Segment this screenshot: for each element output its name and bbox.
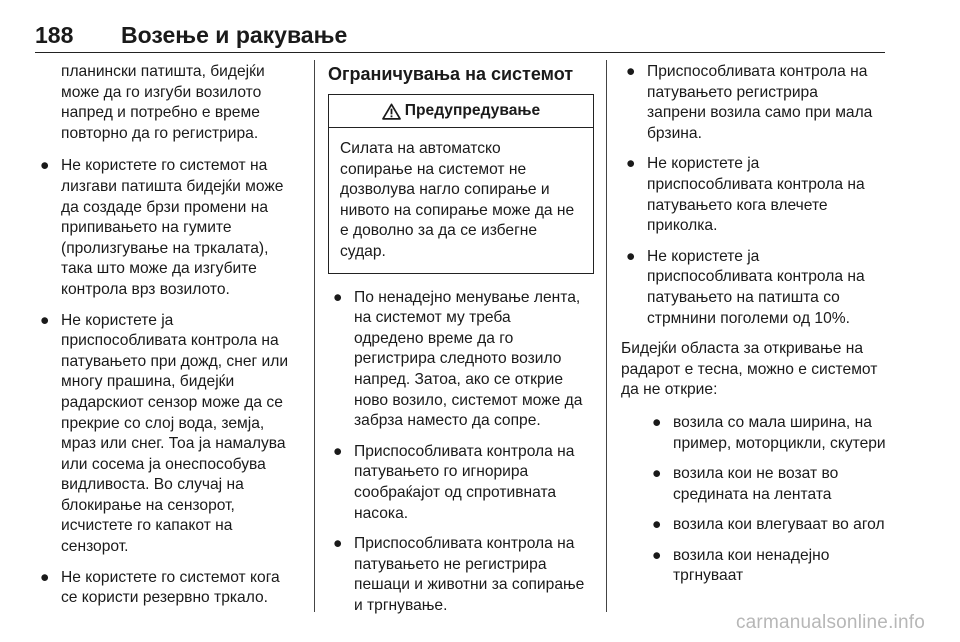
bullet-icon: ● [652, 413, 662, 431]
bullet-icon: ● [333, 442, 343, 460]
column-3 [621, 62, 889, 597]
bullet-icon: ● [40, 311, 50, 329]
page-header [35, 20, 885, 53]
bullet-icon: ● [652, 465, 662, 483]
column-2 [328, 62, 594, 626]
bullet-icon: ● [333, 535, 343, 553]
bullet-icon: ● [40, 157, 50, 175]
column-divider-1 [314, 60, 315, 612]
list-item [328, 442, 594, 524]
watermark: carmanualsonline.info [735, 612, 925, 633]
list-item-text: Приспособливата контрола на патувањето го игнорира сообраќајот од спротивната насока. [354, 442, 575, 522]
list-item [35, 311, 307, 558]
list-item [328, 534, 594, 616]
list-item-text: По ненадејно менување лента, на системот му треба одредено време да го регистрира следното возило напред. Затоа, ако се открие ново возило, системот може да забрза наместо да сопре. [354, 288, 583, 430]
warning-header [329, 95, 593, 128]
list-item-text: возила со мала ширина, на пример, моторцикли, скутери [673, 413, 886, 452]
warning-triangle-icon [382, 103, 401, 120]
list-item-text: Не користете ја приспособливата контрола на патувањето кога влечете приколка. [647, 155, 865, 235]
warning-body: Силата на автоматско сопирање на системот не дозволува нагло сопирање и нивото на сопирање може да не е доволно за да се избегне судар. [340, 140, 575, 260]
page-number: 188 [35, 22, 74, 48]
column-1 [35, 62, 307, 619]
warning-title: Предупредување [404, 101, 541, 119]
list-item-text: Приспособливата контрола на патувањето не регистрира пешаци и животни за сопирање и тргнување. [354, 535, 585, 614]
list-item [621, 154, 889, 236]
list-item-text: возила кои не возат во средината на лентата [673, 465, 839, 503]
list-item [35, 568, 307, 609]
list-item [35, 156, 307, 300]
list-item [621, 62, 889, 144]
list-item [621, 247, 889, 329]
radar-paragraph: Бидејќи областа за откривање на радарот е тесна, можно е системот да не открие: [621, 340, 878, 399]
warning-box [328, 94, 594, 274]
bullet-icon: ● [333, 288, 343, 306]
bullet-icon: ● [652, 546, 662, 564]
intro-continuation: планински патишта, бидејќи може да го изгуби возилото напред и потребно е време повторно да го регистрира. [61, 63, 265, 142]
list-item-text: возила кои ненадејно тргнуваат [673, 546, 830, 585]
section-title: Ограничувања на системот [328, 64, 574, 84]
chapter-title: Возење и ракување [121, 22, 348, 48]
list-item [328, 288, 594, 432]
sub-list-item [621, 464, 889, 505]
bullet-icon: ● [652, 516, 662, 534]
sub-list-item [621, 546, 889, 587]
list-item-text: Не користете го системот на лизгави патишта бидејќи може да создаде брзи промени на припивањето на гумите (пролизгување на тркалата), така што може да изгубите контрола врз возилото. [61, 157, 284, 298]
list-item-text: Приспособливата контрола на патувањето регистрира запрени возила само при мала брзина. [647, 63, 873, 142]
list-item-text: Не користете ја приспособливата контрола на патувањето на патишта со стрмнини поголеми од 10%. [647, 247, 865, 327]
bullet-icon: ● [626, 63, 636, 80]
sub-list-item [621, 413, 889, 454]
sub-list-item [621, 515, 889, 536]
bullet-icon: ● [626, 247, 636, 265]
list-item-text: Не користете го системот кога се користи резервно тркало. [61, 568, 280, 607]
column-divider-2 [606, 60, 607, 612]
list-item-text: возила кои влегуваат во агол [673, 516, 885, 534]
bullet-icon: ● [40, 568, 50, 586]
list-item-text: Не користете ја приспособливата контрола на патувањето при дожд, снег или многу прашина, бидејќи радарскиот сензор може да се прекрие со слој вода, земја, мраз или снег. Тоа ја намалува или сосема ја онеспособува видливоста. Во случај на блокирање на сензорот, исчистете го капакот на сензорот. [61, 311, 289, 556]
bullet-icon: ● [626, 155, 636, 173]
